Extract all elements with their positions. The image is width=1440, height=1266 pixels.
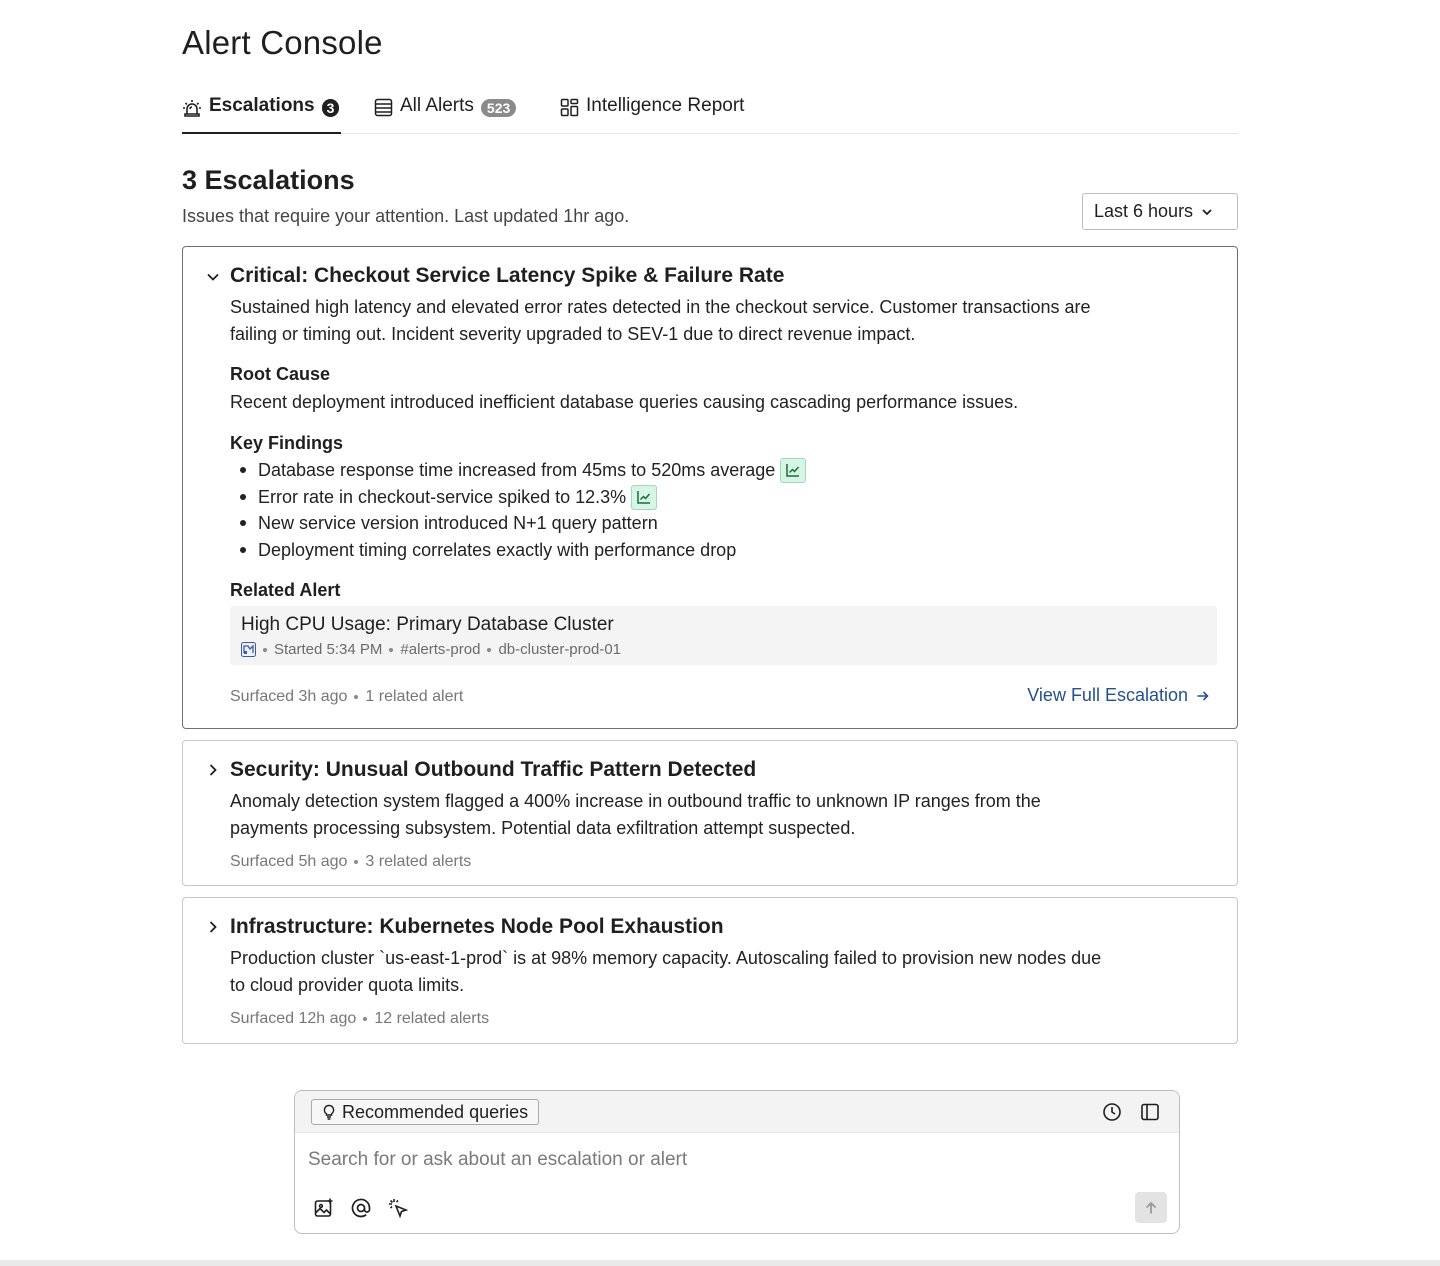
- related-alert-title: High CPU Usage: Primary Database Cluster: [241, 614, 614, 635]
- surfaced-time: Surfaced 3h ago: [230, 688, 348, 705]
- separator-dot: [263, 648, 267, 652]
- recommended-queries-button[interactable]: [311, 1099, 539, 1125]
- section-title: 3 Escalations: [182, 165, 355, 195]
- escalation-description: [230, 294, 1220, 348]
- root-cause-text: Recent deployment introduced inefficient database queries causing cascading performance issues.: [230, 392, 1019, 412]
- list-item: [230, 484, 657, 510]
- escalation-title[interactable]: Security: Unusual Outbound Traffic Pattern Detected: [230, 758, 757, 781]
- list-item: [230, 457, 806, 483]
- chart-icon[interactable]: [780, 458, 806, 483]
- page-title: Alert Console: [182, 24, 383, 61]
- tab-all-alerts-count: 523: [481, 99, 516, 117]
- escalation-footer: [230, 1010, 489, 1028]
- chevron-down-icon[interactable]: [205, 269, 221, 285]
- related-alert-channel: #alerts-prod: [400, 641, 481, 658]
- related-alert-host: db-cluster-prod-01: [498, 641, 622, 658]
- key-findings-heading: Key Findings: [230, 433, 344, 453]
- separator-dot: [363, 1017, 367, 1021]
- finding-text: Deployment timing correlates exactly with performance drop: [258, 539, 737, 560]
- escalation-card: [182, 897, 1238, 1044]
- tab-all-alerts[interactable]: [374, 88, 516, 134]
- root-cause-heading: Root Cause: [230, 364, 331, 384]
- separator-dot: [487, 648, 491, 652]
- escalation-description: [230, 945, 1220, 999]
- section-subtitle: Issues that require your attention. Last updated 1hr ago.: [182, 206, 630, 226]
- escalation-footer: [230, 688, 463, 706]
- description-line: payments processing subsystem. Potential data exfiltration attempt suspected.: [230, 818, 856, 838]
- related-alert-heading: Related Alert: [230, 580, 341, 600]
- tab-escalations-label: Escalations: [209, 95, 315, 116]
- finding-text: Error rate in checkout-service spiked to 12.3%: [258, 486, 627, 507]
- finding-text: Database response time increased from 45ms to 520ms average: [258, 459, 776, 480]
- description-line: Sustained high latency and elevated error rates detected in the checkout service. Customer transactions are: [230, 297, 1091, 317]
- tab-intelligence-report-label: Intelligence Report: [586, 95, 745, 116]
- description-line: Production cluster `us-east-1-prod` is at 98% memory capacity. Autoscaling failed to provision new nodes due: [230, 948, 1102, 968]
- bullet: [240, 494, 246, 500]
- list-item: [230, 537, 736, 563]
- description-line: to cloud provider quota limits.: [230, 975, 465, 995]
- tab-all-alerts-label: All Alerts: [400, 95, 474, 116]
- related-count: 1 related alert: [365, 688, 464, 705]
- query-box: [294, 1090, 1180, 1234]
- surfaced-time: Surfaced 12h ago: [230, 1010, 357, 1027]
- escalation-title[interactable]: Critical: Checkout Service Latency Spike & Failure Rate: [230, 264, 785, 287]
- finding-text: New service version introduced N+1 query pattern: [258, 512, 658, 533]
- description-line: Anomaly detection system flagged a 400% increase in outbound traffic to unknown IP ranges from the: [230, 791, 1041, 811]
- image-attach-icon[interactable]: [313, 1197, 335, 1219]
- view-full-escalation-link[interactable]: [1027, 685, 1210, 706]
- tab-escalations-count: 3: [322, 99, 340, 117]
- description-line: failing or timing out. Incident severity upgraded to SEV-1 due to direct revenue impact.: [230, 324, 916, 344]
- magic-cursor-icon[interactable]: [387, 1197, 409, 1219]
- related-alert-item[interactable]: [230, 606, 1217, 665]
- recommended-queries-label: Recommended queries: [342, 1101, 529, 1122]
- send-button[interactable]: [1135, 1192, 1167, 1223]
- tab-bar: [182, 88, 1238, 134]
- alert-source-icon: [241, 642, 256, 657]
- tab-intelligence-report[interactable]: [560, 88, 744, 134]
- escalation-card: [182, 740, 1238, 886]
- escalation-footer: [230, 853, 471, 871]
- key-findings-list: [230, 457, 1220, 567]
- separator-dot: [354, 695, 358, 699]
- chevron-right-icon[interactable]: [205, 762, 221, 778]
- related-alert-started: Started 5:34 PM: [274, 641, 383, 658]
- escalation-title[interactable]: Infrastructure: Kubernetes Node Pool Exhaustion: [230, 915, 724, 938]
- time-range-select[interactable]: [1082, 193, 1238, 230]
- sidebar-toggle-icon[interactable]: [1140, 1102, 1160, 1122]
- lightbulb-icon: [322, 1104, 336, 1120]
- arrow-up-icon: [1144, 1201, 1158, 1215]
- chart-icon[interactable]: [631, 485, 657, 510]
- list-item: [230, 510, 658, 536]
- related-count: 12 related alerts: [374, 1010, 490, 1027]
- time-range-value: Last 6 hours: [1094, 201, 1194, 221]
- bullet: [240, 520, 246, 526]
- escalation-description: [230, 788, 1220, 842]
- separator-dot: [389, 648, 393, 652]
- query-input[interactable]: [308, 1145, 1158, 1175]
- escalation-card: [182, 246, 1238, 729]
- dashboard-icon: [560, 98, 579, 117]
- view-full-escalation-label: View Full Escalation: [1027, 685, 1188, 705]
- related-count: 3 related alerts: [365, 853, 472, 870]
- bullet: [240, 467, 246, 473]
- arrow-right-icon: [1196, 689, 1210, 703]
- bullet: [240, 547, 246, 553]
- chevron-down-icon: [1200, 205, 1214, 219]
- query-box-header: [295, 1091, 1179, 1133]
- tab-escalations[interactable]: [182, 88, 341, 134]
- table-icon: [374, 98, 393, 117]
- bottom-scroll-edge: [0, 1260, 1440, 1266]
- history-clock-icon[interactable]: [1102, 1102, 1122, 1122]
- chevron-right-icon[interactable]: [205, 919, 221, 935]
- mention-at-icon[interactable]: [350, 1197, 372, 1219]
- surfaced-time: Surfaced 5h ago: [230, 853, 348, 870]
- separator-dot: [354, 860, 358, 864]
- related-alert-meta: [241, 641, 621, 658]
- siren-icon: [182, 98, 202, 118]
